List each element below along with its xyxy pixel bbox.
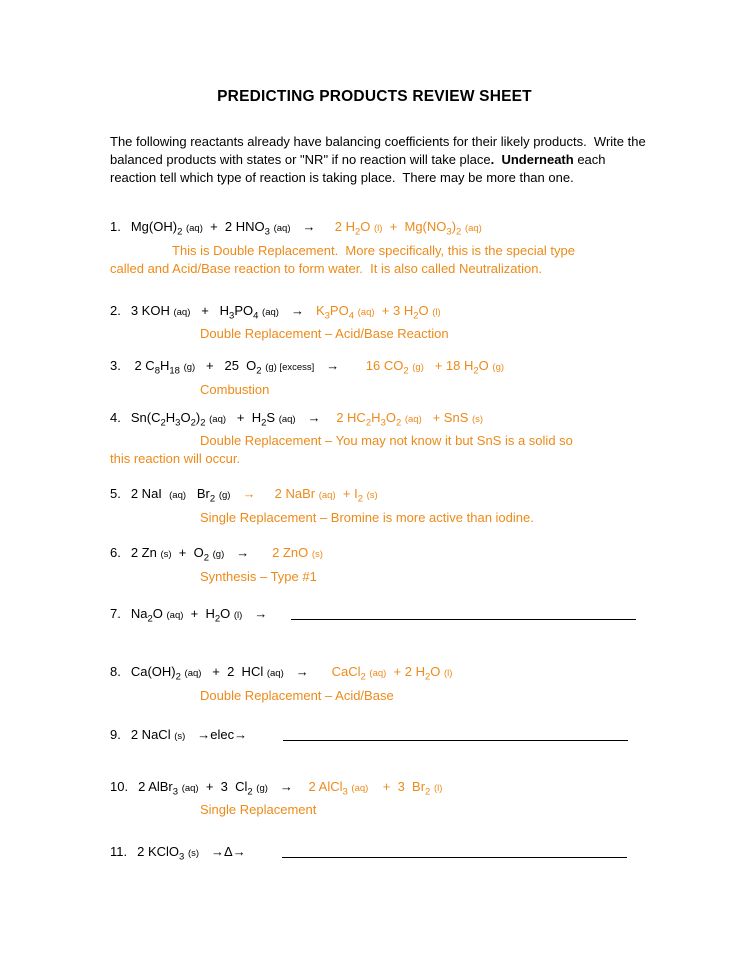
- reaction-arrow: →Δ→: [211, 844, 246, 860]
- page-title: PREDICTING PRODUCTS REVIEW SHEET: [217, 88, 532, 105]
- reaction-line: [110, 357, 659, 381]
- reaction-line: [110, 726, 659, 746]
- answer-line: Single Replacement: [200, 802, 317, 818]
- problem-number: 3.: [110, 358, 121, 374]
- reaction-line: [110, 409, 659, 433]
- products: CaCl$_2$ (aq) + 2 $H_2O$ (l): [320, 664, 453, 683]
- reaction-arrow: →: [307, 409, 321, 425]
- reaction-line: [110, 843, 659, 867]
- problem-number: 6.: [110, 544, 121, 560]
- answer-blank: [291, 605, 636, 620]
- answer-blank: [283, 726, 628, 741]
- problem-number: 1.: [110, 219, 121, 234]
- products: 2 ZnO (s): [261, 544, 323, 560]
- reaction-arrow: →elec→: [197, 726, 248, 742]
- answer-line: Double Replacement – You may not know it but SnS is a solid so: [200, 433, 573, 449]
- worksheet-content: [0, 133, 749, 867]
- intro-text-bold: . Underneath: [490, 152, 574, 167]
- reaction-arrow: →: [279, 778, 293, 794]
- reaction-line: [110, 605, 659, 629]
- problem-7: [110, 605, 659, 629]
- answer-line: called and Acid/Base reaction to form water. It is also called Neutralization.: [110, 260, 543, 276]
- reaction-line: [110, 485, 659, 509]
- problem-1: [110, 218, 659, 278]
- answer-line: this reaction will occur.: [110, 451, 241, 467]
- answer-line: Double Replacement – Acid/Base Reaction: [200, 326, 449, 342]
- problem-number: 10.: [110, 778, 129, 794]
- problem-3: [110, 357, 659, 399]
- problem-number: 5.: [110, 486, 121, 502]
- reactants: 2 NaI (aq) $Br_2$ (g): [130, 486, 231, 505]
- problem-8: [110, 663, 659, 705]
- answer-line: Single Replacement – Bromine is more active than iodine.: [200, 509, 534, 525]
- problem-number: 8.: [110, 664, 121, 680]
- reactants: 2 AlBr$_3$ (aq) + 3 $Cl_2$ (g): [138, 778, 268, 798]
- reactants: $Sn(C_2H_3O_2)_2$ $(aq) + H_2S$ (aq): [130, 409, 296, 429]
- reactants: $Na_2O$ $(aq) + H_2O$ (l): [130, 605, 243, 625]
- answer-line: Double Replacement – Acid/Base: [200, 687, 394, 703]
- reactants: 2 Zn $(s) + O_2$ (g): [130, 544, 225, 564]
- reaction-arrow: →: [295, 664, 309, 680]
- reactants: 3 KOH $(aq) + H_3PO_4$ (aq): [130, 302, 279, 322]
- reaction-arrow: →: [290, 302, 304, 318]
- problem-9: [110, 726, 659, 746]
- problem-number: 7.: [110, 605, 121, 621]
- reactants: 2 $C_8H_{18}$ (g) + 25 $O_2$ (g) [excess]: [130, 358, 315, 377]
- intro-text-1: The following reactants already have balancing coefficients for their likely products. Write the balanced products with states or "NR" if no reaction will take place: [110, 134, 650, 167]
- answer-blank: [282, 843, 627, 858]
- problem-number: 2.: [110, 302, 121, 318]
- problem-number: 11.: [110, 844, 128, 860]
- problem-11: [110, 843, 659, 867]
- problem-6: [110, 544, 659, 586]
- reaction-line: [110, 218, 659, 242]
- reaction-line: [110, 302, 659, 326]
- products: 2 $H_2O$ $(l) + Mg(NO_3)_2$ (aq): [327, 219, 482, 238]
- reactants: $Mg(OH)_2$ (aq) + 2 $HNO_3$ (aq): [130, 219, 291, 238]
- reaction-arrow: →: [236, 544, 250, 560]
- reaction-line: [110, 778, 659, 802]
- products: 2 $HC_2H_3O_2$ (aq) + SnS (s): [332, 409, 484, 429]
- answer-line: Combustion: [200, 381, 270, 397]
- intro-text-2: each reaction tell which type of reaction is taking place. There may be more than one.: [110, 152, 610, 185]
- answer-line: This is Double Replacement. More specifically, this is the special type: [172, 242, 575, 258]
- reactants: $Ca(OH)_2$ (aq) + 2 HCl (aq): [130, 664, 284, 683]
- products: 2 NaBr $(aq) + I_2$ (s): [267, 486, 378, 505]
- products: 2 AlCl$_3$ (aq) + 3 $Br_2$ (l): [304, 778, 443, 798]
- problem-number: 4.: [110, 409, 121, 425]
- reactants: 2 KClO$_3$ (s): [137, 844, 200, 863]
- reaction-arrow: →: [254, 605, 268, 621]
- reaction-line: [110, 663, 659, 687]
- reactants: 2 NaCl (s): [130, 726, 186, 742]
- intro-paragraph: [110, 133, 655, 187]
- reaction-arrow: →: [302, 219, 316, 234]
- answer-line: Synthesis – Type #1: [200, 568, 317, 584]
- problem-number: 9.: [110, 726, 121, 742]
- reaction-arrow: →: [242, 486, 256, 502]
- problem-4: [110, 409, 659, 469]
- problem-5: [110, 485, 659, 527]
- products: $K_3PO_4$ (aq) + 3 $H_2O$ (l): [315, 302, 441, 322]
- reaction-arrow: →: [326, 358, 340, 374]
- problem-2: [110, 302, 659, 344]
- reaction-line: [110, 544, 659, 568]
- problem-10: [110, 778, 659, 820]
- products: 16 $CO_2$ (g) + 18 $H_2O$ (g): [351, 358, 505, 377]
